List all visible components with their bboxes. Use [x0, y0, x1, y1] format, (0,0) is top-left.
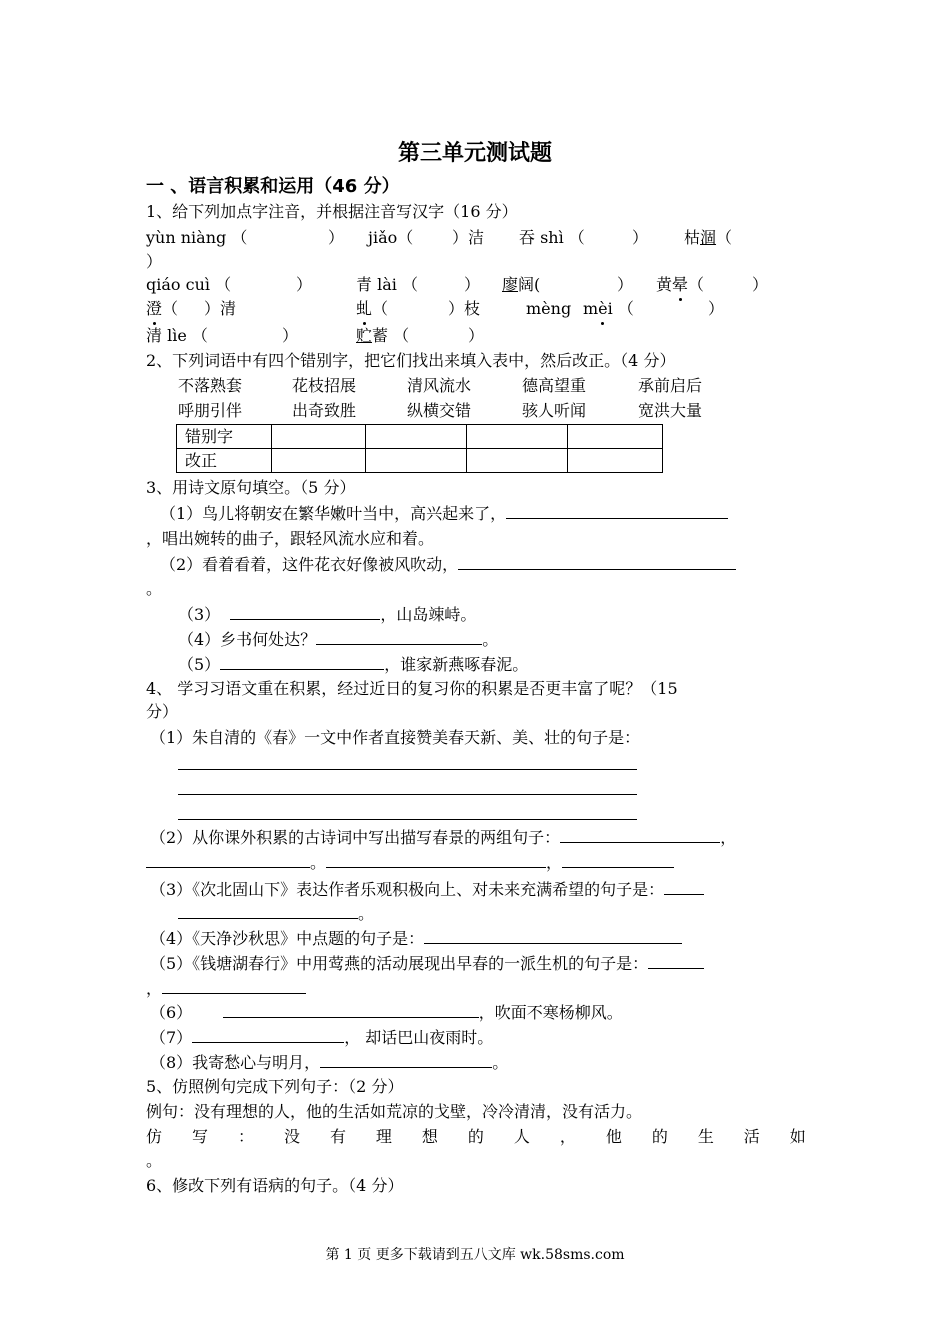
- q3-s2: （2）看着看着，这件花衣好像被风吹动，: [160, 553, 736, 576]
- answer-blank[interactable]: [192, 1026, 344, 1043]
- q4-item2: （2）从你课外积累的古诗词中写出描写春景的两组句子： ，: [150, 828, 737, 847]
- q4-item5-cont: ，: [146, 977, 306, 1000]
- page-title: 第三单元测试题: [397, 141, 552, 166]
- answer-blank[interactable]: [146, 851, 310, 868]
- q4-item3-cont: 。: [178, 902, 374, 925]
- table-cell[interactable]: [272, 425, 366, 449]
- imitate-char: 理: [375, 1127, 392, 1146]
- q1-row2-b: 青 lài （: [356, 275, 418, 294]
- q1-row1-a-end: ）: [328, 228, 345, 247]
- q4-item4: （4）《天净沙秋思》中点题的句子是：: [150, 927, 682, 950]
- imitate-char: 生: [697, 1127, 714, 1146]
- imitate-char: 有: [329, 1127, 346, 1146]
- word: 不落熟套: [178, 376, 243, 395]
- q4-heading: 4、 学习习语文重在积累，经过近日的复习你的积累是否更丰富了呢？（15: [146, 679, 678, 698]
- q1-row4-a-end: ）: [282, 326, 299, 345]
- page-footer: 第 1 页 更多下载请到五八文库 wk.58sms.com: [325, 1247, 625, 1263]
- q1-row2-a: qiáo cuì （: [146, 275, 232, 294]
- q1-row1-c-end: ）: [632, 228, 649, 247]
- answer-blank[interactable]: [162, 977, 306, 994]
- imitate-char: 人: [513, 1127, 530, 1146]
- q1-row2-b-end: ）: [464, 275, 481, 294]
- answer-line[interactable]: [178, 819, 637, 820]
- q1-row1-a: yùn niàng （: [146, 228, 248, 247]
- answer-blank[interactable]: [424, 927, 682, 944]
- q1-row2-a-end: ）: [296, 275, 313, 294]
- q3-s5: （5） ，谁家新燕啄春泥。: [178, 655, 529, 674]
- table-label: 改正: [177, 449, 272, 473]
- answer-line[interactable]: [178, 769, 637, 770]
- q4-item5: （5）《钱塘湖春行》中用莺燕的活动展现出早春的一派生机的句子是：: [150, 952, 704, 975]
- answer-blank[interactable]: [178, 902, 358, 919]
- q4-item2-cont: 。 ，: [146, 851, 674, 874]
- q4-heading-cont: 分）: [146, 702, 179, 721]
- q5-imitate[interactable]: [146, 1126, 806, 1148]
- q3-s3: （3） ，山岛竦峙。: [178, 605, 477, 624]
- q1-row4-b-end: ）: [468, 326, 485, 345]
- q4-item7: （7） ， 却话巴山夜雨时。: [150, 1028, 494, 1047]
- answer-blank[interactable]: [230, 603, 380, 620]
- table-cell[interactable]: [467, 449, 568, 473]
- q1-row4-b: 贮蓄 （: [356, 326, 410, 345]
- q1-row2-c-end: ）: [617, 275, 634, 294]
- q1-row3-b: 虬（: [356, 299, 389, 318]
- q2-heading: 2、下列词语中有四个错别字，把它们找出来填入表中，然后改正。（4 分）: [146, 351, 676, 370]
- q5-imitate-end: 。: [146, 1151, 163, 1170]
- table-cell[interactable]: [366, 449, 467, 473]
- answer-blank[interactable]: [326, 851, 546, 868]
- q5-example: 例句：没有理想的人，他的生活如荒凉的戈壁，冷冷清清，没有活力。: [146, 1102, 643, 1121]
- answer-blank[interactable]: [562, 851, 674, 868]
- q6-heading: 6、修改下列有语病的句子。（4 分）: [146, 1176, 404, 1195]
- q1-row1-b-mid: ）洁: [452, 228, 485, 247]
- q3-s1: （1）鸟儿将朝安在繁华嫩叶当中，高兴起来了，: [160, 502, 728, 525]
- q3-s2-cont: 。: [146, 579, 163, 598]
- answer-blank[interactable]: [320, 1051, 492, 1068]
- q5-heading: 5、仿照例句完成下列句子：（2 分）: [146, 1077, 404, 1096]
- imitate-char: 没: [283, 1127, 300, 1146]
- answer-line[interactable]: [178, 794, 637, 795]
- imitate-char: 写: [191, 1127, 208, 1146]
- table-label: 错别字: [177, 425, 272, 449]
- q3-heading: 3、用诗文原句填空。（5 分）: [146, 478, 356, 497]
- q1-row2-d: 黄晕（: [656, 275, 705, 294]
- q1-row4-a: 清 lìe （: [146, 326, 208, 345]
- answer-blank[interactable]: [458, 553, 736, 570]
- answer-blank[interactable]: [648, 952, 704, 969]
- answer-blank[interactable]: [220, 653, 384, 670]
- word: 出奇致胜: [292, 401, 357, 420]
- table-cell[interactable]: [467, 425, 568, 449]
- imitate-char: 仿: [146, 1127, 163, 1146]
- q1-row1-d: 枯涸（: [684, 228, 733, 247]
- q1-row3-c-end: ）: [708, 299, 725, 318]
- word: 纵横交错: [407, 401, 472, 420]
- word: 德高望重: [522, 376, 587, 395]
- table-cell[interactable]: [568, 425, 663, 449]
- q1-heading: 1、给下列加点字注音，并根据注音写汉字（16 分）: [146, 202, 518, 221]
- q3-s1-cont: ，唱出婉转的曲子，跟轻风流水应和着。: [146, 529, 435, 548]
- answer-blank[interactable]: [223, 1001, 479, 1018]
- imitate-char: 活: [743, 1127, 760, 1146]
- q3-s4: （4）乡书何处达？ 。: [178, 630, 499, 649]
- q1-row1-wrap: ）: [146, 252, 163, 271]
- q4-item3: （3）《次北固山下》表达作者乐观积极向上、对未来充满希望的句子是：: [150, 878, 704, 901]
- q1-row1-c: 吞 shì （: [519, 228, 585, 247]
- answer-blank[interactable]: [506, 502, 728, 519]
- imitate-char: 的: [467, 1127, 484, 1146]
- q1-row3-b-end: ）枝: [448, 299, 481, 318]
- table-cell[interactable]: [272, 449, 366, 473]
- table-cell[interactable]: [568, 449, 663, 473]
- answer-blank[interactable]: [316, 628, 482, 645]
- q4-item6: （6） ，吹面不寒杨柳风。: [150, 1003, 623, 1022]
- imitate-char: ，: [559, 1127, 576, 1146]
- word: 骇人听闻: [522, 401, 587, 420]
- word: 花枝招展: [292, 376, 357, 395]
- answer-table: [176, 424, 663, 473]
- q1-row3-c2: mèi （: [583, 299, 634, 318]
- answer-blank[interactable]: [560, 826, 720, 843]
- answer-blank[interactable]: [664, 878, 704, 895]
- section-heading: 一 、语言积累和运用（46 分）: [146, 176, 400, 197]
- q1-row2-d-close: ）: [752, 275, 769, 294]
- q1-row3-a-end: ）清: [204, 299, 237, 318]
- imitate-char: 想: [421, 1127, 438, 1146]
- q1-row3-a: 澄（: [146, 299, 179, 318]
- imitate-char: 如: [789, 1127, 806, 1146]
- q1-row2-c: 廖阔(: [502, 275, 541, 294]
- imitate-char: 他: [605, 1127, 622, 1146]
- table-cell[interactable]: [366, 425, 467, 449]
- imitate-char: 的: [651, 1127, 668, 1146]
- word: 承前启后: [638, 376, 703, 395]
- q4-item8: （8）我寄愁心与明月， 。: [150, 1053, 509, 1072]
- word: 清风流水: [407, 376, 472, 395]
- word: 呼朋引伴: [178, 401, 243, 420]
- q4-item1: （1）朱自清的《春》一文中作者直接赞美春天新、美、壮的句子是：: [150, 728, 641, 747]
- q1-row1-b: jiǎo（: [368, 228, 414, 247]
- q1-row3-c: mèng: [526, 299, 572, 318]
- imitate-char: ：: [237, 1127, 254, 1146]
- word: 宽洪大量: [638, 401, 703, 420]
